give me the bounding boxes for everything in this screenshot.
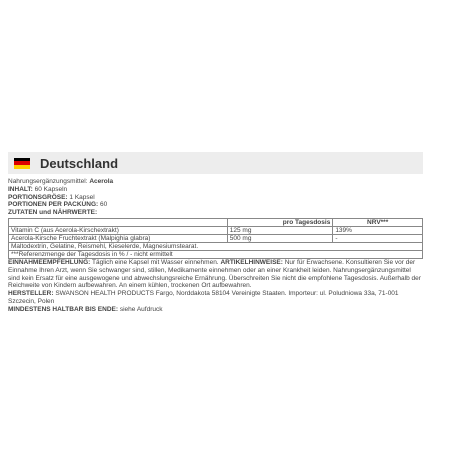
recommendation-paragraph bbox=[8, 259, 423, 290]
table-row bbox=[9, 242, 423, 250]
table-header-cell bbox=[9, 218, 228, 226]
servings-label: PORTIONEN PER PACKUNG: bbox=[8, 201, 99, 209]
product-info bbox=[8, 178, 423, 314]
table-cell: 500 mg bbox=[227, 234, 333, 242]
product-name-value: Acerola bbox=[89, 178, 114, 185]
best-before-label: MINDESTENS HALTBAR BIS ENDE: bbox=[8, 305, 119, 313]
product-name-line bbox=[8, 178, 423, 186]
german-flag-icon bbox=[14, 158, 30, 169]
warning-text: Nur für Erwachsene. Konsultieren Sie vor der Einnahme Ihren Arzt, wenn Sie schwanger sind, stillen, Medikamente einnehmen oder an einer Krankheit leiden. Nahrungsergänzungsmittel sind kein Ersatz für eine ausgewogene und abwechslungsreiche Ernährung. Überschreiten Sie nicht die empfohlene Tagesdosis. Außerhalb der Reichweite von Kindern aufbewahren. An einem kühlen, trockenen Ort aufbewahren. bbox=[8, 258, 421, 290]
servings-value: 60 bbox=[99, 201, 108, 209]
table-row bbox=[9, 234, 423, 242]
table-row bbox=[9, 250, 423, 258]
table-cell: - bbox=[333, 234, 423, 242]
manufacturer-paragraph bbox=[8, 290, 423, 306]
flag-stripe-gold bbox=[14, 165, 30, 169]
table-cell: Vitamin C (aus Acerola-Kirschextrakt) bbox=[9, 226, 228, 234]
portion-label: PORTIONSGRÖSE: bbox=[8, 193, 68, 201]
manufacturer-text: SWANSON HEALTH PRODUCTS Fargo, Norddakota 58104 Vereinigte Staaten. Importeur: ul. Poludniowa 33a, 71-001 Szczecin, Polen bbox=[8, 290, 399, 305]
other-ingredients-cell: Maltodextrin, Gelatine, Reismehl, Kieselerde, Magnesiumstearat. bbox=[9, 242, 423, 250]
best-before-line bbox=[8, 306, 423, 314]
ingredients-heading-text: ZUTATEN und NÄHRWERTE: bbox=[8, 209, 98, 217]
best-before-text: siehe Aufdruck bbox=[119, 305, 163, 313]
table-header-cell: pro Tagesdosis bbox=[227, 218, 333, 226]
recommendation-text: Täglich eine Kapsel mit Wasser einnehmen. bbox=[92, 258, 219, 266]
country-title: Deutschland bbox=[40, 155, 119, 171]
nutrition-table bbox=[8, 218, 423, 259]
portion-line bbox=[8, 194, 423, 202]
country-header bbox=[8, 152, 423, 174]
content-value: 60 Kapseln bbox=[34, 185, 68, 193]
table-cell: 125 mg bbox=[227, 226, 333, 234]
ingredients-heading bbox=[8, 209, 423, 217]
content-label: INHALT: bbox=[8, 185, 33, 193]
product-name-label: Nahrungsergänzungsmittel: bbox=[8, 178, 88, 185]
table-cell: Acerola-Kirsche Fruchtextrakt (Malpighia glabra) bbox=[9, 234, 228, 242]
recommendation-label: EINNAHMEEMPFEHLUNG: bbox=[8, 258, 91, 266]
manufacturer-label: HERSTELLER: bbox=[8, 290, 54, 298]
content-line bbox=[8, 186, 423, 194]
footnote-cell: ***Referenzmenge der Tagesdosis in % / - nicht ermittelt bbox=[9, 250, 423, 258]
table-header-row bbox=[9, 218, 423, 226]
portion-value: 1 Kapsel bbox=[69, 193, 95, 201]
table-cell: 139% bbox=[333, 226, 423, 234]
table-row bbox=[9, 226, 423, 234]
warning-label: ARTIKELHINWEISE: bbox=[220, 258, 283, 266]
table-header-cell: NRV*** bbox=[333, 218, 423, 226]
